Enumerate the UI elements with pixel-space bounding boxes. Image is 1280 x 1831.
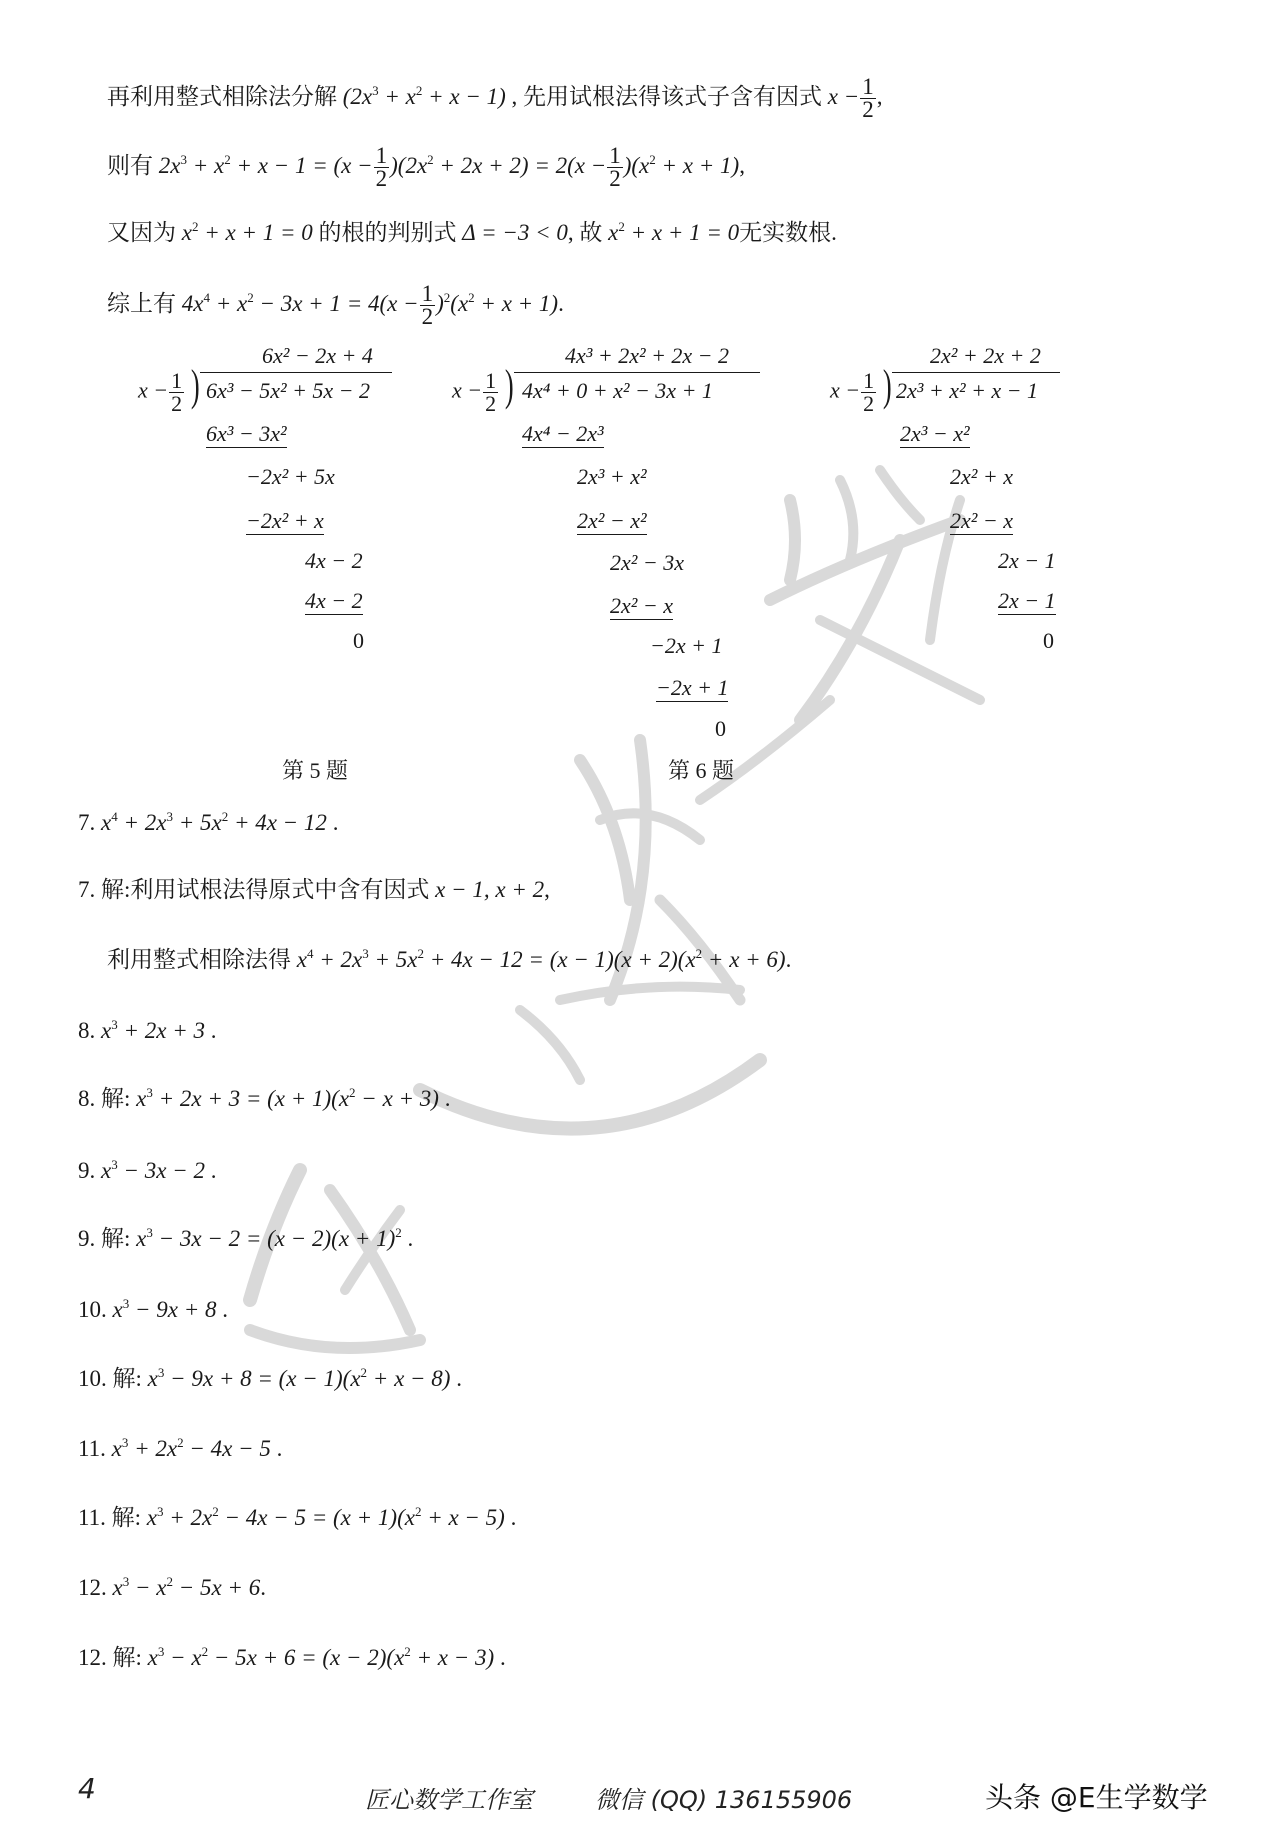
footer-studio: 匠心数学工作室 — [365, 1788, 533, 1814]
intro-line2-prefix: 则有 — [107, 152, 153, 178]
problem-9: 9. $x^3 - 3x - 2$ . — [78, 1157, 217, 1183]
problem-12: 12. $x^3 - x^2 - 5x + 6$. — [78, 1574, 266, 1600]
intro-line-3: 又因为 $x^2 + x + 1 = 0$ 的根的判别式 Δ = −3 < 0, 故 $x^2 + x + 1 = 0$无实数根. — [107, 219, 837, 245]
page-number: 4 — [78, 1772, 96, 1805]
step: 2x² + x — [950, 464, 1013, 489]
step: 2x² − x — [950, 508, 1013, 533]
quotient: 2x² + 2x + 2 — [930, 343, 1041, 368]
step: 2x − 1 — [998, 588, 1056, 613]
step: 4x − 2 — [305, 588, 363, 613]
solution-11: 11. 解: $x^3 + 2x^2 - 4x - 5 = (x + 1)(x^2 + x - 5)$ . — [78, 1504, 517, 1530]
solution-label: 11. 解: — [78, 1505, 142, 1530]
step: 2x² − 3x — [610, 550, 684, 575]
step: −2x + 1 — [650, 633, 723, 658]
solution-label: 8. 解: — [78, 1086, 131, 1111]
dividend: 4x⁴ + 0 + x² − 3x + 1 — [522, 378, 713, 403]
quotient: 6x² − 2x + 4 — [262, 343, 373, 368]
step: 2x² − x — [610, 593, 673, 618]
problem-label: 9. — [78, 1158, 96, 1183]
step: 2x³ − x² — [900, 421, 970, 446]
solution-7-cont: 利用整式相除法得 $x^4 + 2x^3 + 5x^2 + 4x - 12 = (x - 1)(x + 2)(x^2 + x + 6)$. — [107, 946, 792, 972]
intro-line3-text: 的根的判别式 — [318, 220, 457, 245]
intro-line1-text2: , 先用试根法得该式子含有因式 — [511, 83, 823, 109]
intro-line1-text: 再利用整式相除法分解 — [107, 83, 337, 109]
solution-12: 12. 解: $x^3 - x^2 - 5x + 6 = (x - 2)(x^2 + x - 3)$ . — [78, 1644, 506, 1670]
step: 2x² − x² — [577, 508, 647, 533]
dividend: 6x³ − 5x² + 5x − 2 — [206, 378, 371, 403]
remainder: 0 — [353, 628, 364, 653]
remainder: 0 — [1043, 628, 1054, 653]
solution-label: 10. 解: — [78, 1366, 142, 1391]
intro-line3-text3: 无实数根. — [739, 220, 837, 245]
solution-7: 7. 解:利用试根法得原式中含有因式 x − 1, x + 2, — [78, 877, 550, 902]
solution-label: 9. 解: — [78, 1226, 131, 1251]
caption-q5: 第 5 题 — [282, 758, 349, 783]
problem-label: 10. — [78, 1297, 107, 1322]
intro-line3-prefix: 又因为 — [107, 220, 176, 245]
caption-q6: 第 6 题 — [668, 758, 735, 783]
step: −2x² + 5x — [246, 464, 335, 489]
problem-label: 8. — [78, 1018, 96, 1043]
solution-9: 9. 解: $x^3 - 3x - 2 = (x - 2)(x + 1)^2$ . — [78, 1225, 414, 1251]
problem-label: 11. — [78, 1436, 106, 1461]
solution-label: 7. 解: — [78, 877, 131, 902]
problem-8: 8. $x^3 + 2x + 3$ . — [78, 1017, 217, 1043]
problem-label: 12. — [78, 1575, 107, 1600]
step: 2x³ + x² — [577, 464, 647, 489]
step: 2x − 1 — [998, 548, 1056, 573]
step: −2x + 1 — [656, 675, 729, 700]
problem-label: 7. — [78, 810, 96, 835]
solution-text: 利用试根法得原式中含有因式 — [130, 877, 430, 902]
step: 4x⁴ − 2x³ — [522, 421, 604, 446]
solution-10: 10. 解: $x^3 - 9x + 8 = (x - 1)(x^2 + x - 8)$ . — [78, 1365, 462, 1391]
solution-8: 8. 解: $x^3 + 2x + 3 = (x + 1)(x^2 - x + 3)$ . — [78, 1085, 451, 1111]
quotient: 4x³ + 2x² + 2x − 2 — [565, 343, 730, 368]
problem-10: 10. $x^3 - 9x + 8$ . — [78, 1296, 228, 1322]
step: 4x − 2 — [305, 548, 363, 573]
dividend: 2x³ + x² + x − 1 — [896, 378, 1039, 403]
remainder: 0 — [715, 716, 726, 741]
step: −2x² + x — [246, 508, 324, 533]
problem-11: 11. $x^3 + 2x^2 - 4x - 5$ . — [78, 1435, 283, 1461]
solution-text: 利用整式相除法得 — [107, 947, 291, 972]
problem-7: 7. $x^4 + 2x^3 + 5x^2 + 4x - 12$ . — [78, 809, 339, 835]
solution-label: 12. 解: — [78, 1645, 142, 1670]
intro-line4-prefix: 综上有 — [107, 290, 176, 316]
intro-line-1: 再利用整式相除法分解 $(2x^3 + x^2 + x - 1)$ , 先用试根法得该式子含有因式 x − $\frac{1}{2}$ , — [107, 74, 883, 122]
step: 6x³ − 3x² — [206, 421, 287, 446]
footer-contact: 微信 (QQ) 136155906 — [595, 1786, 853, 1814]
intro-line3-text2: , 故 — [567, 220, 603, 245]
intro-line-2: 则有 $2x^3 + x^2 + x - 1 = (x$ − $\frac{1}{2}$ )$(2x^2 + 2x + 2) = 2(x$ − $\frac{1}{2}$ )$(x^2 + x + 1)$, — [107, 143, 745, 191]
footer-source-handle: 头条 @E生学数学 — [985, 1781, 1208, 1814]
intro-line-4: 综上有 $4x^4 + x^2 - 3x + 1 = 4(x$ − $\frac{1}{2}$ )$^2(x^2 + x + 1)$. — [107, 281, 564, 329]
